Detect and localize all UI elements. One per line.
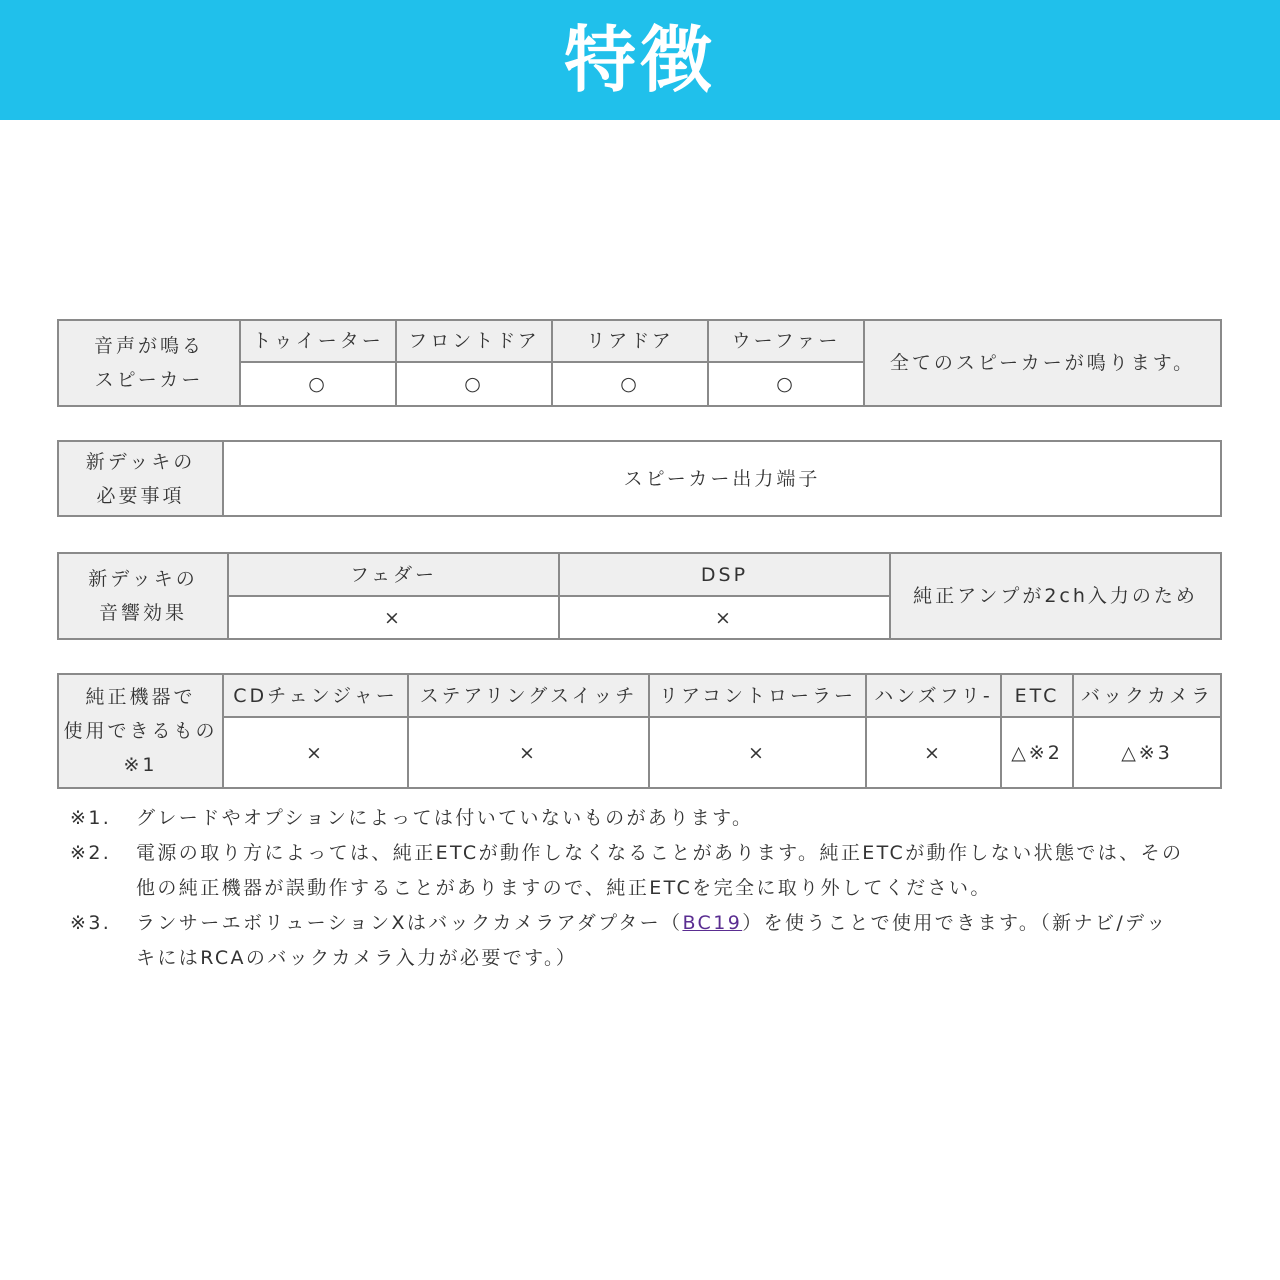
column-header-tweeter: トゥイーター: [240, 320, 396, 362]
footnote-2: [70, 836, 1210, 906]
speaker-label: 音声が鳴る スピーカー: [58, 320, 240, 406]
table-cell: △※3: [1073, 717, 1221, 788]
footnote-text: グレードやオプションによっては付いていないものがあります。: [136, 807, 754, 829]
column-header-etc: ETC: [1001, 674, 1073, 717]
footnote-3: [70, 906, 1210, 976]
sound-effect-label: 新デッキの 音響効果: [58, 553, 228, 639]
equipment-label: 純正機器で 使用できるもの ※1: [58, 674, 223, 788]
table-cell: ×: [866, 717, 1001, 788]
column-header-steering-switch: ステアリングスイッチ: [408, 674, 649, 717]
column-header-hands-free: ハンズフリ-: [866, 674, 1001, 717]
requirement-value: スピーカー出力端子: [223, 441, 1221, 516]
speaker-table: [57, 319, 1222, 407]
footnote-text: ランサーエボリューションXはバックカメラアダプター（BC19）を使うことで使用できます。（新ナビ/デッ: [136, 912, 1168, 934]
column-header-rear-controller: リアコントローラー: [649, 674, 866, 717]
column-header-rear-door: リアドア: [552, 320, 708, 362]
header-banner: [0, 0, 1280, 120]
footnote-mark: ※1.: [70, 807, 112, 829]
table-cell: △※2: [1001, 717, 1073, 788]
footnote-text: キにはRCAのバックカメラ入力が必要です。）: [136, 947, 578, 969]
footnotes: [70, 801, 1210, 976]
table-cell: ×: [559, 596, 890, 639]
table-cell: ○: [708, 362, 864, 406]
footnote-1: [70, 801, 1210, 836]
table-cell: ×: [228, 596, 559, 639]
table-cell: ×: [408, 717, 649, 788]
speaker-note: 全てのスピーカーが鳴ります。: [864, 320, 1221, 406]
equipment-table: [57, 673, 1222, 789]
footnote-mark: ※2.: [70, 842, 112, 864]
footnote-text: 他の純正機器が誤動作することがありますので、純正ETCを完全に取り外してください。: [136, 877, 992, 899]
sound-effect-note: 純正アンプが2ch入力のため: [890, 553, 1221, 639]
requirement-table: [57, 440, 1222, 517]
table-cell: ○: [240, 362, 396, 406]
column-header-front-door: フロントドア: [396, 320, 552, 362]
column-header-cd-changer: CDチェンジャー: [223, 674, 408, 717]
table-cell: ×: [649, 717, 866, 788]
footnote-text: 電源の取り方によっては、純正ETCが動作しなくなることがあります。純正ETCが動作しない状態では、その: [136, 842, 1184, 864]
footnote-mark: ※3.: [70, 912, 112, 934]
column-header-dsp: DSP: [559, 553, 890, 596]
column-header-woofer: ウーファー: [708, 320, 864, 362]
requirement-label: 新デッキの 必要事項: [58, 441, 223, 516]
table-cell: ×: [223, 717, 408, 788]
page-title: 特徴: [563, 18, 716, 102]
sound-effect-table: [57, 552, 1222, 640]
table-cell: ○: [552, 362, 708, 406]
column-header-fader: フェダー: [228, 553, 559, 596]
table-cell: ○: [396, 362, 552, 406]
bc19-link[interactable]: BC19: [682, 912, 743, 934]
column-header-back-camera: バックカメラ: [1073, 674, 1221, 717]
